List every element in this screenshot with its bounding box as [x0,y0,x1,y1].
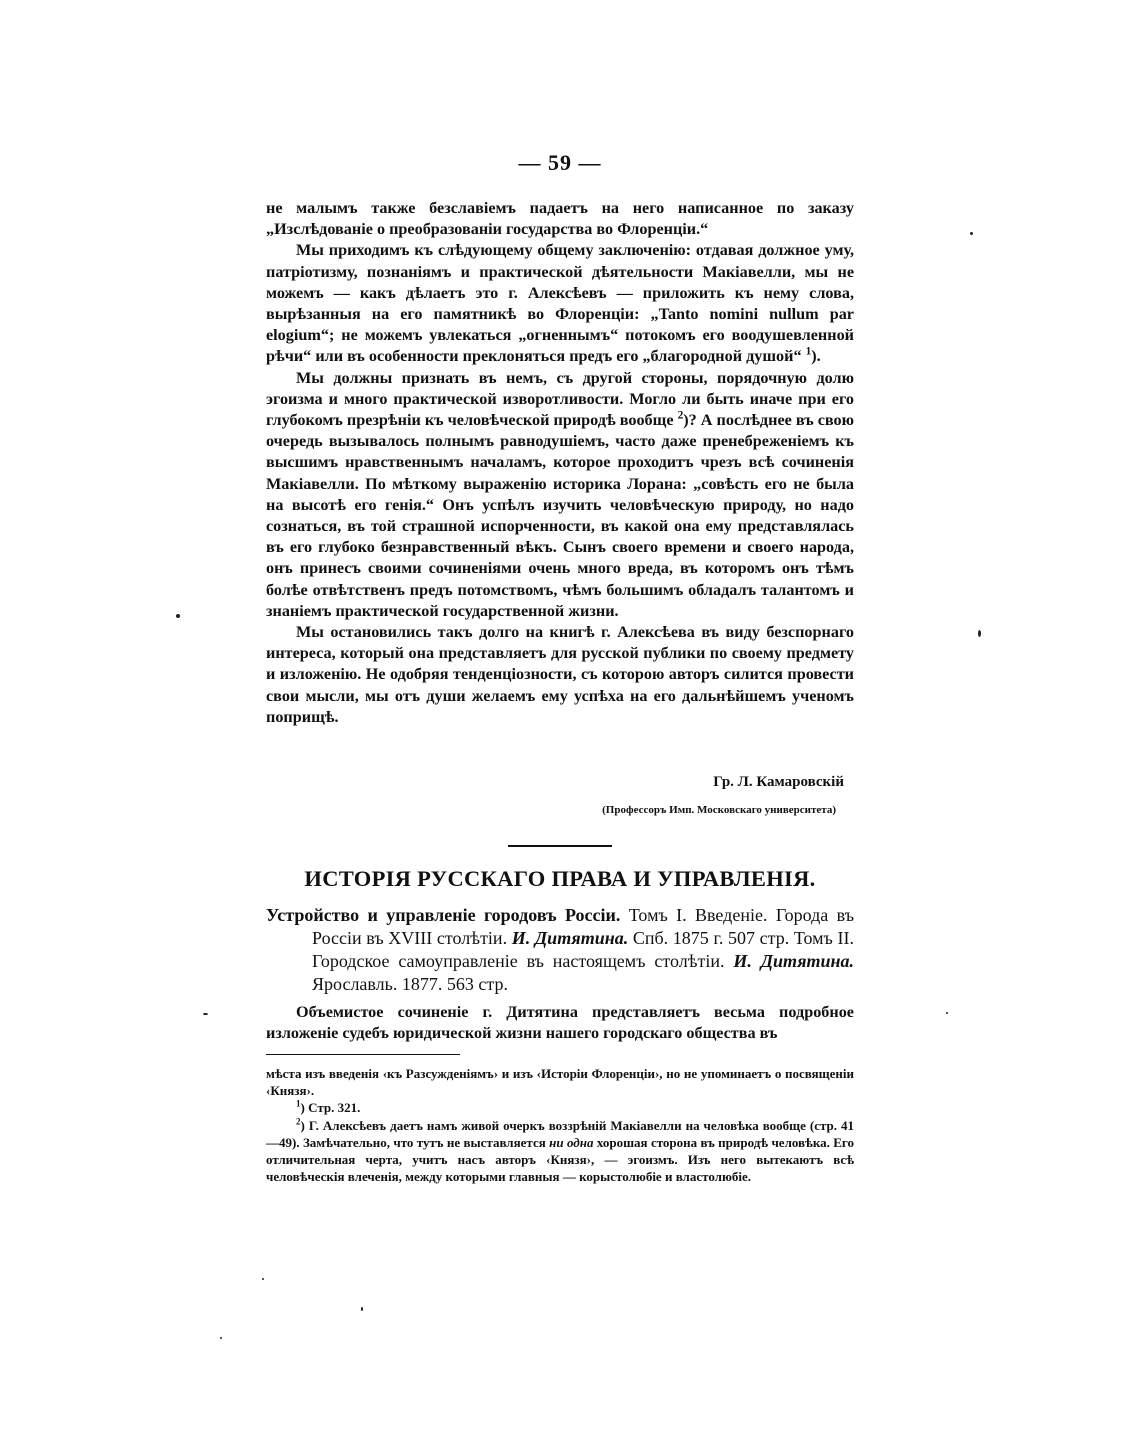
paragraph-3-text: Мы должны признать въ немъ, съ другой стороны, порядочную долю эгоизма и много практической изворотливости. Могло ли быть иначе при его глубокомъ презрѣніи къ человѣческой природѣ вообще [266,368,854,430]
section-title: ИСТОРІЯ РУССКАГО ПРАВА И УПРАВЛЕНІЯ. [304,866,816,891]
signature: Гр. Л. Камаровскій [713,774,844,790]
paragraph-3 [266,368,854,622]
citation-volume-1: Томъ I. Введеніе. Города въ Россіи въ XVIII столѣтіи. [312,905,855,948]
footnote-2-text-b: хорошая сторона въ природѣ человѣка. Его отличительная черта, учитъ насъ авторъ ‹Князя›, — эгоизмъ. Изъ него вытекаютъ всѣ человѣческія влеченія, между которыми главныя — корыстолюбіе и властолюбіе. [266,1134,855,1185]
citation-publication-1: Спб. 1875 г. 507 стр. Томъ II. Городское самоуправленіе въ настоящемъ столѣтіи. [312,928,854,971]
footnotes [266,1065,854,1185]
citation-author-1: И. Дитятина. [511,928,629,948]
footnote-continuation: мѣста изъ введенія ‹къ Разсужденіямъ› и изъ ‹Исторіи Флоренціи›, но не упоминаетъ о посвященіи ‹Князя›. [266,1066,854,1099]
footnote-2-text-a: ) Г. Алексѣевъ даетъ намъ живой очеркъ воззрѣній Макіавелли на человѣка вообще (стр. 41—49). Замѣчательно, что тутъ не выставляется [266,1117,854,1150]
scan-speck [203,1013,208,1015]
paragraph-3-continued: А послѣднее въ свою очередь вызывалось полнымъ равнодушіемъ, часто даже пренебреженіемъ къ высшимъ нравственнымъ началамъ, которое проходитъ чрезъ всѣ сочиненія Макіавелли. По мѣткому выраженію историка Лорана: „совѣсть его не была на высотѣ его генія.“ Онъ успѣлъ изучить человѣческую природу, но надо сознаться, въ той страшной испорченности, въ какой она ему представлялась въ его глубоко безнравственный вѣкъ. Сынъ своего времени и своего народа, онъ принесъ своими сочиненіями очень много вреда, въ которомъ онъ тѣмъ болѣе отвѣтственъ предъ потомствомъ, чѣмъ большимъ обладалъ талантомъ и знаніемъ практической государственной жизни. [266,411,854,620]
scan-speck [220,1337,222,1339]
paragraph-3-tail: )? [683,411,697,430]
footnote-2-emphasis: ни одна [549,1134,594,1150]
scan-speck [176,614,180,618]
paragraph-2 [266,240,854,367]
citation-author-2: И. Дитятина. [733,951,854,971]
paragraph-4: Мы остановились такъ долго на книгѣ г. Алексѣева въ виду безспорнаго интереса, который она представляетъ для русской публики по своему предмету и изложенію. Не одобряя тенденціозности, съ которою авторъ силится провести свои мысли, мы отъ души желаемъ ему успѣха на его дальнѣйшемъ ученомъ поприщѣ. [266,623,854,726]
body-text [266,198,854,728]
footnote-1-text: ) Стр. 321. [300,1100,361,1116]
scan-speck [262,1278,264,1280]
scan-speck [978,630,981,637]
page-number: — 59 — [518,150,602,175]
footnote-2 [266,1117,854,1186]
footnote-1-mark: 1 [296,1099,301,1110]
paragraph-2-tail: ). [811,347,821,366]
citation-publication-2: Ярославль. 1877. 563 стр. [312,974,508,994]
paragraph-1: не малымъ также безславіемъ падаетъ на него написанное по заказу „Изслѣдованіе о преобразованіи государства во Флоренціи.“ [266,199,854,239]
paragraph-2-text: Мы приходимъ къ слѣдующему общему заключенію: отдавая должное уму, патріотизму, познаніямъ и практической дѣятельности Макіавелли, мы не можемъ — какъ дѣлаетъ это г. Алексѣевъ — приложить къ нему слова, вырѣзанныя на его памятникѣ во Флоренціи: „Tanto nomini nullum par elogium“; не можемъ увлекаться „огненнымъ“ потокомъ его воодушевленной рѣчи“ или въ особенности преклоняться предъ его „благородной душой“ [266,241,854,366]
review-paragraph: Объемистое сочиненіе г. Дитятина представляетъ весьма подробное изложеніе судебъ юридической жизни нашего городскаго общества въ [266,1003,854,1043]
footnote-2-mark: 2 [296,1116,301,1127]
footnote-ref-1[interactable]: 1 [805,346,812,359]
footnote-1 [266,1099,854,1116]
book-citation [266,904,854,996]
footnote-ref-2[interactable]: 2 [677,409,684,422]
footnote-divider [266,1054,460,1055]
scan-speck [361,1307,363,1311]
affiliation: (Профессоръ Имп. Московскаго университета) [602,804,836,816]
scan-speck [970,232,973,235]
section-divider [508,845,612,847]
scan-speck [946,1012,948,1014]
citation-title: Устройство и управленіе городовъ Россіи. [266,905,621,925]
